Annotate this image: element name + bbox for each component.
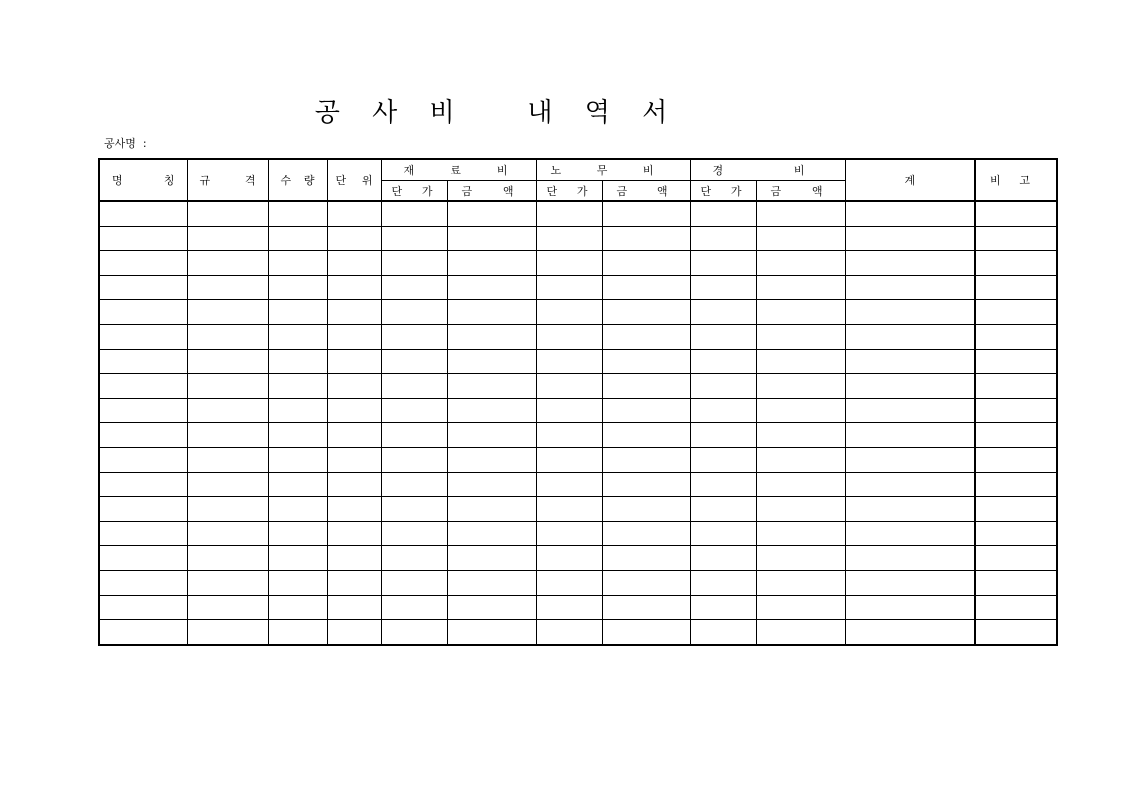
table-cell[interactable] — [187, 374, 268, 399]
table-cell[interactable] — [99, 521, 187, 546]
table-cell[interactable] — [447, 620, 536, 645]
table-cell[interactable] — [845, 398, 975, 423]
table-cell[interactable] — [845, 472, 975, 497]
table-cell[interactable] — [268, 324, 327, 349]
table-cell[interactable] — [381, 447, 447, 472]
table-cell[interactable] — [690, 521, 756, 546]
table-row — [99, 447, 1057, 472]
table-cell[interactable] — [381, 251, 447, 276]
table-cell[interactable] — [327, 398, 381, 423]
table-cell[interactable] — [268, 472, 327, 497]
table-cell[interactable] — [381, 472, 447, 497]
table-cell[interactable] — [975, 521, 1057, 546]
table-cell[interactable] — [327, 251, 381, 276]
table-row — [99, 324, 1057, 349]
table-cell[interactable] — [327, 620, 381, 645]
table-cell[interactable] — [99, 472, 187, 497]
table-cell[interactable] — [447, 349, 536, 374]
table-cell[interactable] — [381, 275, 447, 300]
table-cell[interactable] — [975, 374, 1057, 399]
table-cell[interactable] — [690, 447, 756, 472]
table-cell[interactable] — [975, 324, 1057, 349]
table-cell[interactable] — [99, 423, 187, 448]
table-cell[interactable] — [268, 497, 327, 522]
table-cell[interactable] — [975, 546, 1057, 571]
table-cell[interactable] — [756, 398, 845, 423]
table-cell[interactable] — [536, 300, 602, 325]
table-cell[interactable] — [268, 546, 327, 571]
table-cell[interactable] — [690, 374, 756, 399]
table-cell[interactable] — [327, 570, 381, 595]
table-cell[interactable] — [536, 398, 602, 423]
table-cell[interactable] — [268, 423, 327, 448]
table-cell[interactable] — [327, 497, 381, 522]
table-cell[interactable] — [381, 570, 447, 595]
table-cell[interactable] — [187, 595, 268, 620]
table-cell[interactable] — [187, 226, 268, 251]
table-cell[interactable] — [975, 570, 1057, 595]
table-cell[interactable] — [327, 374, 381, 399]
table-cell[interactable] — [268, 251, 327, 276]
table-cell[interactable] — [447, 570, 536, 595]
table-cell[interactable] — [327, 349, 381, 374]
table-cell[interactable] — [381, 374, 447, 399]
table-cell[interactable] — [690, 349, 756, 374]
table-cell[interactable] — [975, 398, 1057, 423]
table-cell[interactable] — [756, 620, 845, 645]
table-cell[interactable] — [975, 423, 1057, 448]
table-cell[interactable] — [602, 349, 690, 374]
table-cell[interactable] — [447, 497, 536, 522]
table-cell[interactable] — [975, 497, 1057, 522]
table-cell[interactable] — [381, 620, 447, 645]
table-cell[interactable] — [536, 324, 602, 349]
header-unit: 단 위 — [327, 159, 381, 201]
table-cell[interactable] — [536, 546, 602, 571]
table-cell[interactable] — [447, 447, 536, 472]
table-cell[interactable] — [845, 300, 975, 325]
header-labor-unit-price: 단 가 — [536, 181, 602, 202]
table-cell[interactable] — [536, 595, 602, 620]
table-cell[interactable] — [756, 423, 845, 448]
header-name: 명 칭 — [99, 159, 187, 201]
table-cell[interactable] — [447, 300, 536, 325]
table-cell[interactable] — [975, 226, 1057, 251]
table-cell[interactable] — [99, 251, 187, 276]
table-row — [99, 201, 1057, 226]
header-remarks: 비 고 — [975, 159, 1057, 201]
table-cell[interactable] — [845, 251, 975, 276]
table-cell[interactable] — [447, 226, 536, 251]
table-cell[interactable] — [602, 595, 690, 620]
table-cell[interactable] — [602, 620, 690, 645]
table-cell[interactable] — [187, 620, 268, 645]
table-cell[interactable] — [327, 423, 381, 448]
table-cell[interactable] — [756, 324, 845, 349]
table-cell[interactable] — [975, 349, 1057, 374]
table-cell[interactable] — [187, 275, 268, 300]
table-cell[interactable] — [447, 324, 536, 349]
table-cell[interactable] — [602, 521, 690, 546]
table-cell[interactable] — [327, 521, 381, 546]
header-expense-unit-price: 단 가 — [690, 181, 756, 202]
table-cell[interactable] — [690, 398, 756, 423]
table-cell[interactable] — [536, 201, 602, 226]
table-cell[interactable] — [99, 349, 187, 374]
table-cell[interactable] — [845, 423, 975, 448]
table-cell[interactable] — [975, 275, 1057, 300]
table-cell[interactable] — [381, 423, 447, 448]
table-cell[interactable] — [99, 570, 187, 595]
table-cell[interactable] — [268, 374, 327, 399]
table-cell[interactable] — [447, 423, 536, 448]
table-cell[interactable] — [447, 201, 536, 226]
table-cell[interactable] — [690, 497, 756, 522]
table-cell[interactable] — [268, 275, 327, 300]
table-cell[interactable] — [536, 521, 602, 546]
table-cell[interactable] — [975, 595, 1057, 620]
table-cell[interactable] — [845, 201, 975, 226]
table-cell[interactable] — [99, 300, 187, 325]
table-cell[interactable] — [268, 595, 327, 620]
table-cell[interactable] — [756, 275, 845, 300]
table-cell[interactable] — [845, 595, 975, 620]
table-row — [99, 620, 1057, 645]
table-cell[interactable] — [536, 570, 602, 595]
header-quantity: 수 량 — [268, 159, 327, 201]
header-material-unit-price: 단 가 — [381, 181, 447, 202]
table-cell[interactable] — [845, 374, 975, 399]
table-cell[interactable] — [602, 374, 690, 399]
table-header — [99, 159, 1057, 201]
table-cell[interactable] — [99, 497, 187, 522]
table-cell[interactable] — [327, 472, 381, 497]
table-cell[interactable] — [756, 226, 845, 251]
table-cell[interactable] — [536, 620, 602, 645]
table-cell[interactable] — [187, 447, 268, 472]
table-cell[interactable] — [268, 201, 327, 226]
table-row — [99, 521, 1057, 546]
table-cell[interactable] — [327, 300, 381, 325]
table-cell[interactable] — [99, 546, 187, 571]
project-name-label: 공사명 : — [104, 137, 147, 150]
table-cell[interactable] — [327, 447, 381, 472]
table-cell[interactable] — [975, 472, 1057, 497]
table-cell[interactable] — [536, 374, 602, 399]
table-cell[interactable] — [845, 521, 975, 546]
table-cell[interactable] — [447, 546, 536, 571]
table-cell[interactable] — [268, 620, 327, 645]
header-expense: 경 비 — [690, 159, 845, 181]
table-cell[interactable] — [99, 226, 187, 251]
table-cell[interactable] — [381, 497, 447, 522]
table-cell[interactable] — [187, 570, 268, 595]
table-cell[interactable] — [187, 251, 268, 276]
table-cell[interactable] — [447, 521, 536, 546]
table-row — [99, 349, 1057, 374]
table-cell[interactable] — [756, 447, 845, 472]
table-cell[interactable] — [536, 349, 602, 374]
table-cell[interactable] — [756, 497, 845, 522]
table-cell[interactable] — [845, 226, 975, 251]
table-body — [99, 201, 1057, 645]
table-cell[interactable] — [602, 447, 690, 472]
table-cell[interactable] — [99, 595, 187, 620]
table-cell[interactable] — [536, 251, 602, 276]
table-cell[interactable] — [381, 398, 447, 423]
table-cell[interactable] — [602, 201, 690, 226]
table-cell[interactable] — [756, 472, 845, 497]
table-cell[interactable] — [602, 300, 690, 325]
table-cell[interactable] — [268, 226, 327, 251]
table-cell[interactable] — [447, 472, 536, 497]
table-row — [99, 497, 1057, 522]
header-spec: 규 격 — [187, 159, 268, 201]
table-cell[interactable] — [447, 251, 536, 276]
table-cell[interactable] — [690, 472, 756, 497]
table-row — [99, 374, 1057, 399]
table-cell[interactable] — [327, 226, 381, 251]
table-cell[interactable] — [381, 349, 447, 374]
table-cell[interactable] — [690, 570, 756, 595]
table-cell[interactable] — [690, 595, 756, 620]
table-cell[interactable] — [536, 497, 602, 522]
table-cell[interactable] — [602, 398, 690, 423]
table-cell[interactable] — [602, 251, 690, 276]
table-row — [99, 423, 1057, 448]
table-cell[interactable] — [690, 546, 756, 571]
table-cell[interactable] — [187, 398, 268, 423]
table-cell[interactable] — [845, 275, 975, 300]
table-cell[interactable] — [756, 251, 845, 276]
table-cell[interactable] — [690, 300, 756, 325]
table-cell[interactable] — [602, 226, 690, 251]
table-row — [99, 251, 1057, 276]
table-cell[interactable] — [602, 497, 690, 522]
table-cell[interactable] — [690, 324, 756, 349]
table-cell[interactable] — [268, 447, 327, 472]
table-cell[interactable] — [756, 570, 845, 595]
table-cell[interactable] — [268, 398, 327, 423]
header-labor-amount: 금 액 — [602, 181, 690, 202]
table-row — [99, 472, 1057, 497]
table-cell[interactable] — [690, 201, 756, 226]
header-expense-amount: 금 액 — [756, 181, 845, 202]
table-cell[interactable] — [187, 546, 268, 571]
table-cell[interactable] — [327, 275, 381, 300]
table-cell[interactable] — [187, 201, 268, 226]
table-cell[interactable] — [845, 447, 975, 472]
table-row — [99, 595, 1057, 620]
table-cell[interactable] — [99, 447, 187, 472]
table-cell[interactable] — [756, 595, 845, 620]
table-cell[interactable] — [99, 374, 187, 399]
table-cell[interactable] — [690, 423, 756, 448]
table-row — [99, 275, 1057, 300]
table-cell[interactable] — [756, 546, 845, 571]
table-cell[interactable] — [187, 472, 268, 497]
table-cell[interactable] — [447, 398, 536, 423]
table-cell[interactable] — [381, 226, 447, 251]
table-cell[interactable] — [756, 521, 845, 546]
table-cell[interactable] — [602, 472, 690, 497]
table-cell[interactable] — [975, 447, 1057, 472]
table-cell[interactable] — [975, 300, 1057, 325]
table-cell[interactable] — [381, 324, 447, 349]
cost-breakdown-table — [98, 158, 1058, 646]
table-cell[interactable] — [536, 226, 602, 251]
table-cell[interactable] — [602, 546, 690, 571]
table-cell[interactable] — [756, 201, 845, 226]
table-cell[interactable] — [187, 423, 268, 448]
table-cell[interactable] — [381, 521, 447, 546]
table-cell[interactable] — [268, 349, 327, 374]
table-cell[interactable] — [187, 521, 268, 546]
table-cell[interactable] — [187, 349, 268, 374]
table-row — [99, 300, 1057, 325]
table-cell[interactable] — [381, 546, 447, 571]
table-cell[interactable] — [756, 349, 845, 374]
table-cell[interactable] — [447, 595, 536, 620]
table-cell[interactable] — [187, 497, 268, 522]
table-cell[interactable] — [690, 275, 756, 300]
header-total: 계 — [845, 159, 975, 201]
table-cell[interactable] — [99, 398, 187, 423]
table-cell[interactable] — [187, 300, 268, 325]
table-cell[interactable] — [845, 620, 975, 645]
table-row — [99, 398, 1057, 423]
table-cell[interactable] — [845, 349, 975, 374]
table-row — [99, 570, 1057, 595]
table-cell[interactable] — [268, 521, 327, 546]
table-cell[interactable] — [756, 374, 845, 399]
table-cell[interactable] — [536, 447, 602, 472]
table-cell[interactable] — [690, 226, 756, 251]
table-cell[interactable] — [975, 620, 1057, 645]
table-cell[interactable] — [845, 324, 975, 349]
header-material-amount: 금 액 — [447, 181, 536, 202]
table-cell[interactable] — [327, 546, 381, 571]
table-cell[interactable] — [99, 324, 187, 349]
table-cell[interactable] — [845, 546, 975, 571]
table-cell[interactable] — [327, 595, 381, 620]
table-cell[interactable] — [845, 570, 975, 595]
table-cell[interactable] — [268, 570, 327, 595]
table-cell[interactable] — [975, 251, 1057, 276]
table-cell[interactable] — [536, 275, 602, 300]
table-row — [99, 226, 1057, 251]
table-cell[interactable] — [845, 497, 975, 522]
document-title: 공 사 비 내 역 서 — [314, 98, 680, 128]
header-labor-cost: 노 무 비 — [536, 159, 690, 181]
table-cell[interactable] — [975, 201, 1057, 226]
table-cell[interactable] — [602, 570, 690, 595]
table-cell[interactable] — [327, 324, 381, 349]
table-cell[interactable] — [381, 201, 447, 226]
table-cell[interactable] — [536, 472, 602, 497]
table-cell[interactable] — [447, 374, 536, 399]
table-cell[interactable] — [690, 251, 756, 276]
table-row — [99, 546, 1057, 571]
table-cell[interactable] — [187, 324, 268, 349]
table-cell[interactable] — [99, 275, 187, 300]
table-cell[interactable] — [99, 620, 187, 645]
table-cell[interactable] — [327, 201, 381, 226]
table-cell[interactable] — [690, 620, 756, 645]
header-material-cost: 재 료 비 — [381, 159, 536, 181]
table-cell[interactable] — [99, 201, 187, 226]
table-cell[interactable] — [602, 423, 690, 448]
table-cell[interactable] — [381, 595, 447, 620]
table-cell[interactable] — [447, 275, 536, 300]
table-cell[interactable] — [756, 300, 845, 325]
table-cell[interactable] — [268, 300, 327, 325]
table-cell[interactable] — [381, 300, 447, 325]
table-cell[interactable] — [602, 275, 690, 300]
table-cell[interactable] — [536, 423, 602, 448]
table-cell[interactable] — [602, 324, 690, 349]
